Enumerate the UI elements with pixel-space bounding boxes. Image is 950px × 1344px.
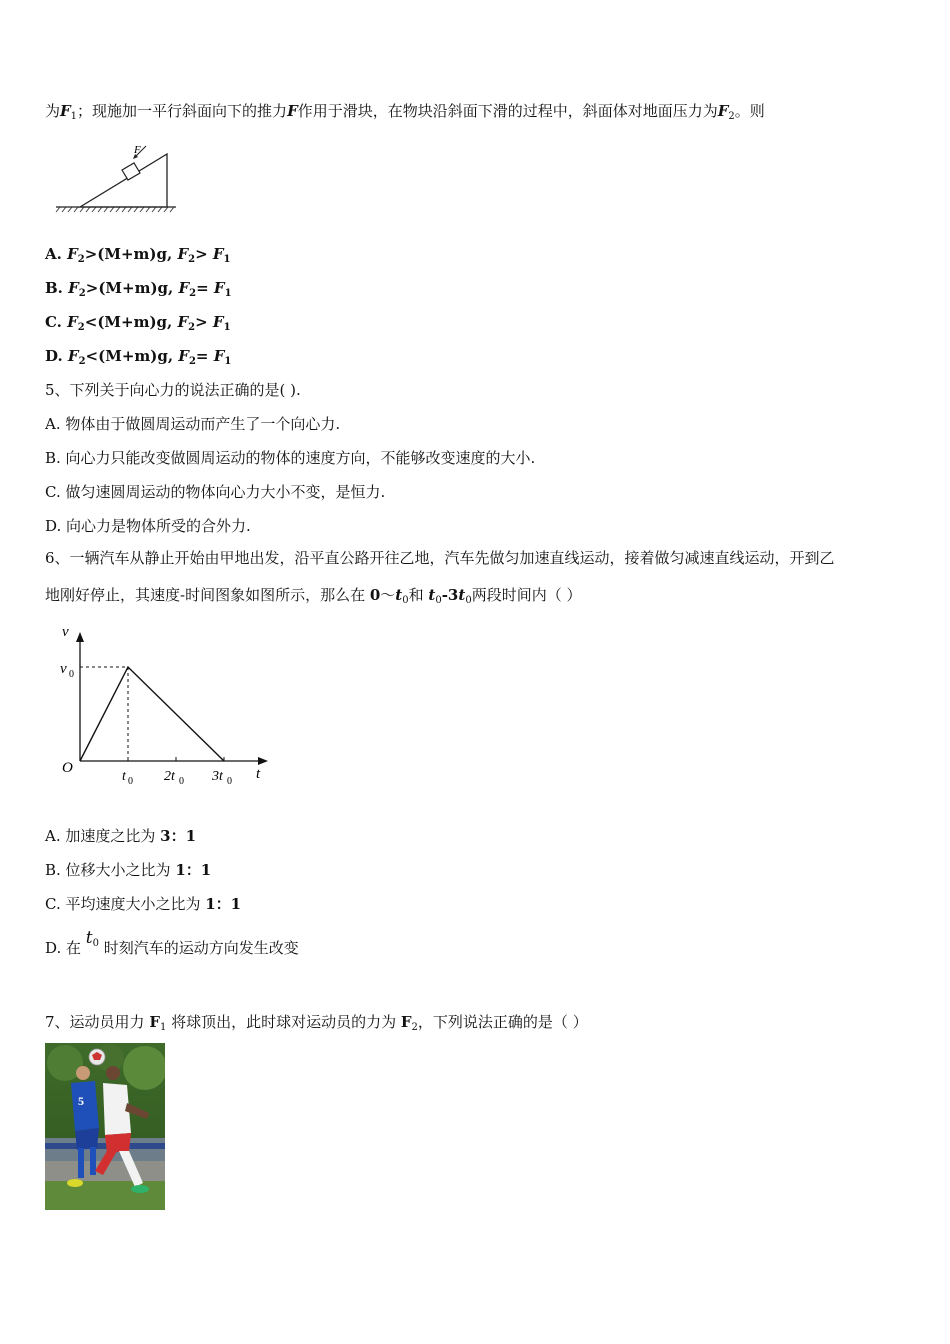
x-tick-label-3: 3t bbox=[212, 769, 223, 784]
q5-option-b[interactable]: B. 向心力只能改变做圆周运动的物体的速度方向，不能够改变速度的大小. bbox=[45, 449, 536, 467]
q4-option-b[interactable]: B. $F_2>(M+m)g$, $F_2= F_1$ bbox=[45, 279, 232, 299]
x-tick-label-2: 2t bbox=[164, 769, 175, 784]
x-tick-sub-3: 0 bbox=[227, 776, 232, 787]
origin-label: O bbox=[62, 760, 73, 776]
x-tick-sub-1: 0 bbox=[128, 776, 133, 787]
jersey-number: 5 bbox=[78, 1094, 84, 1108]
q6-option-b[interactable]: B. 位移大小之比为 1：1 bbox=[45, 861, 212, 879]
q5-option-c[interactable]: C. 做匀速圆周运动的物体向心力大小不变，是恒力. bbox=[45, 483, 386, 501]
q5-option-a[interactable]: A. 物体由于做圆周运动而产生了一个向心力. bbox=[45, 415, 341, 433]
y-axis-arrow bbox=[76, 632, 84, 642]
x-tick-label-1: t bbox=[122, 769, 126, 784]
q6-stem-line1: 6、一辆汽车从静止开始由甲地出发，沿平直公路开往乙地，汽车先做匀加速直线运动，接着做匀减速直线运动，开到乙 bbox=[45, 549, 835, 567]
velocity-line bbox=[80, 667, 224, 761]
q4-option-a[interactable]: A. $F_2>(M+m)g$, $F_2> F_1$ bbox=[45, 245, 231, 265]
x-tick-sub-2: 0 bbox=[179, 776, 184, 787]
slider-block bbox=[122, 163, 140, 180]
velocity-time-chart bbox=[50, 620, 280, 795]
y-tick-v0: v bbox=[60, 661, 67, 677]
y-axis-label: v bbox=[62, 624, 69, 640]
q6-option-c[interactable]: C. 平均速度大小之比为 1：1 bbox=[45, 895, 242, 913]
q5-option-d[interactable]: D. 向心力是物体所受的合外力. bbox=[45, 517, 251, 535]
force-label: F bbox=[134, 144, 141, 156]
incline-wedge bbox=[80, 154, 167, 207]
y-tick-v0-sub: 0 bbox=[69, 669, 74, 680]
q4-stem: 为$F_1$；现施加一平行斜面向下的推力F作用于滑块，在物块沿斜面下滑的过程中，斜面体对地面压力为$F_2$。则 bbox=[45, 102, 765, 122]
q6-option-a[interactable]: A. 加速度之比为 3：1 bbox=[45, 827, 197, 845]
q6-stem-line2: 地刚好停止，其速度-时间图象如图所示，那么在 $0\sim t_0$和 $t_0-3t_0$两段时间内（ ） bbox=[45, 586, 582, 606]
q4-option-c[interactable]: C. $F_2<(M+m)g$, $F_2> F_1$ bbox=[45, 313, 231, 333]
q6-option-d[interactable]: D. 在 $t_0$ 时刻汽车的运动方向发生改变 bbox=[45, 928, 299, 957]
incline-figure bbox=[52, 140, 182, 215]
x-axis-arrow bbox=[258, 757, 268, 765]
soccer-header-photo bbox=[45, 1043, 165, 1210]
q4-option-d[interactable]: D. $F_2<(M+m)g$, $F_2= F_1$ bbox=[45, 347, 232, 367]
x-axis-label: t bbox=[256, 766, 261, 782]
q5-stem: 5、下列关于向心力的说法正确的是( ). bbox=[45, 381, 301, 399]
q7-stem: 7、运动员用力 $F_1$ 将球顶出，此时球对运动员的力为 $F_2$，下列说法正确的是（ ） bbox=[45, 1013, 588, 1033]
